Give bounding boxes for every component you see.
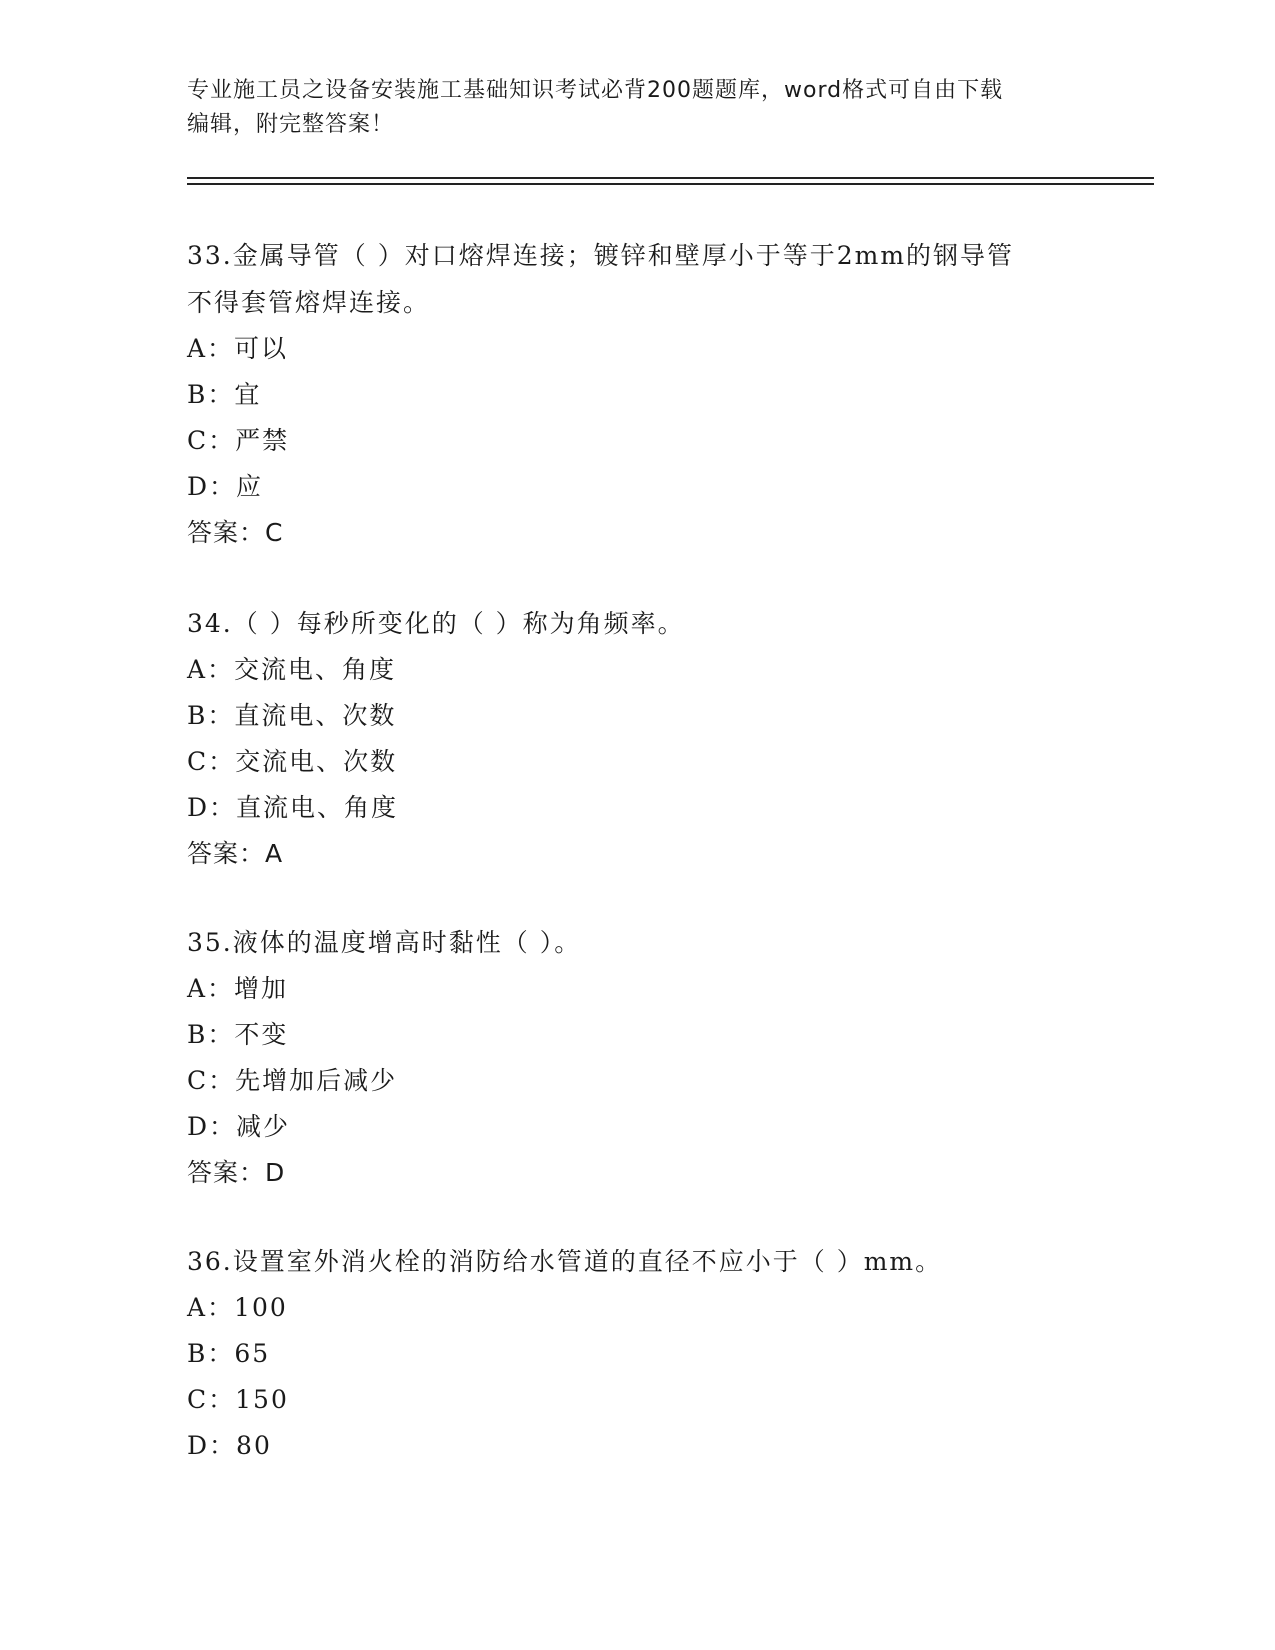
option-b: B：65 <box>187 1339 271 1368</box>
answer-label: 答案：C <box>187 518 284 547</box>
option-c: C：交流电、次数 <box>187 747 398 776</box>
option-b: B：直流电、次数 <box>187 701 397 730</box>
question-34 <box>187 600 1067 877</box>
option-d: D：应 <box>187 472 264 501</box>
header-title-line-1: 专业施工员之设备安装施工基础知识考试必背200题题库，word格式可自由下载 <box>187 78 1004 103</box>
question-36 <box>187 1238 1067 1469</box>
question-33 <box>187 232 1067 556</box>
document-header <box>187 74 1067 142</box>
question-35 <box>187 919 1067 1196</box>
option-c: C：严禁 <box>187 426 290 455</box>
header-divider-top <box>187 177 1154 179</box>
question-stem-continued: 不得套管熔焊连接。 <box>187 288 431 317</box>
option-a: A：增加 <box>187 974 289 1003</box>
option-a: A：可以 <box>187 334 289 363</box>
option-c: C：150 <box>187 1385 289 1414</box>
option-a: A：100 <box>187 1293 288 1322</box>
option-c: C：先增加后减少 <box>187 1066 398 1095</box>
option-d: D：直流电、角度 <box>187 793 399 822</box>
question-stem: 36.设置室外消火栓的消防给水管道的直径不应小于（ ）mm。 <box>187 1247 943 1276</box>
header-divider-bottom <box>187 183 1154 185</box>
option-b: B：不变 <box>187 1020 289 1049</box>
answer-label: 答案：A <box>187 839 284 868</box>
option-b: B：宜 <box>187 380 262 409</box>
answer-label: 答案：D <box>187 1158 286 1187</box>
header-title-line-2: 编辑，附完整答案！ <box>187 112 395 137</box>
option-d: D：减少 <box>187 1112 291 1141</box>
option-d: D：80 <box>187 1431 272 1460</box>
question-stem: 33.金属导管（ ）对口熔焊连接；镀锌和壁厚小于等于2mm的钢导管 <box>187 241 1015 270</box>
question-stem: 35.液体的温度增高时黏性（ ）。 <box>187 928 582 957</box>
question-stem: 34.（ ）每秒所变化的（ ）称为角频率。 <box>187 609 685 638</box>
option-a: A：交流电、角度 <box>187 655 397 684</box>
